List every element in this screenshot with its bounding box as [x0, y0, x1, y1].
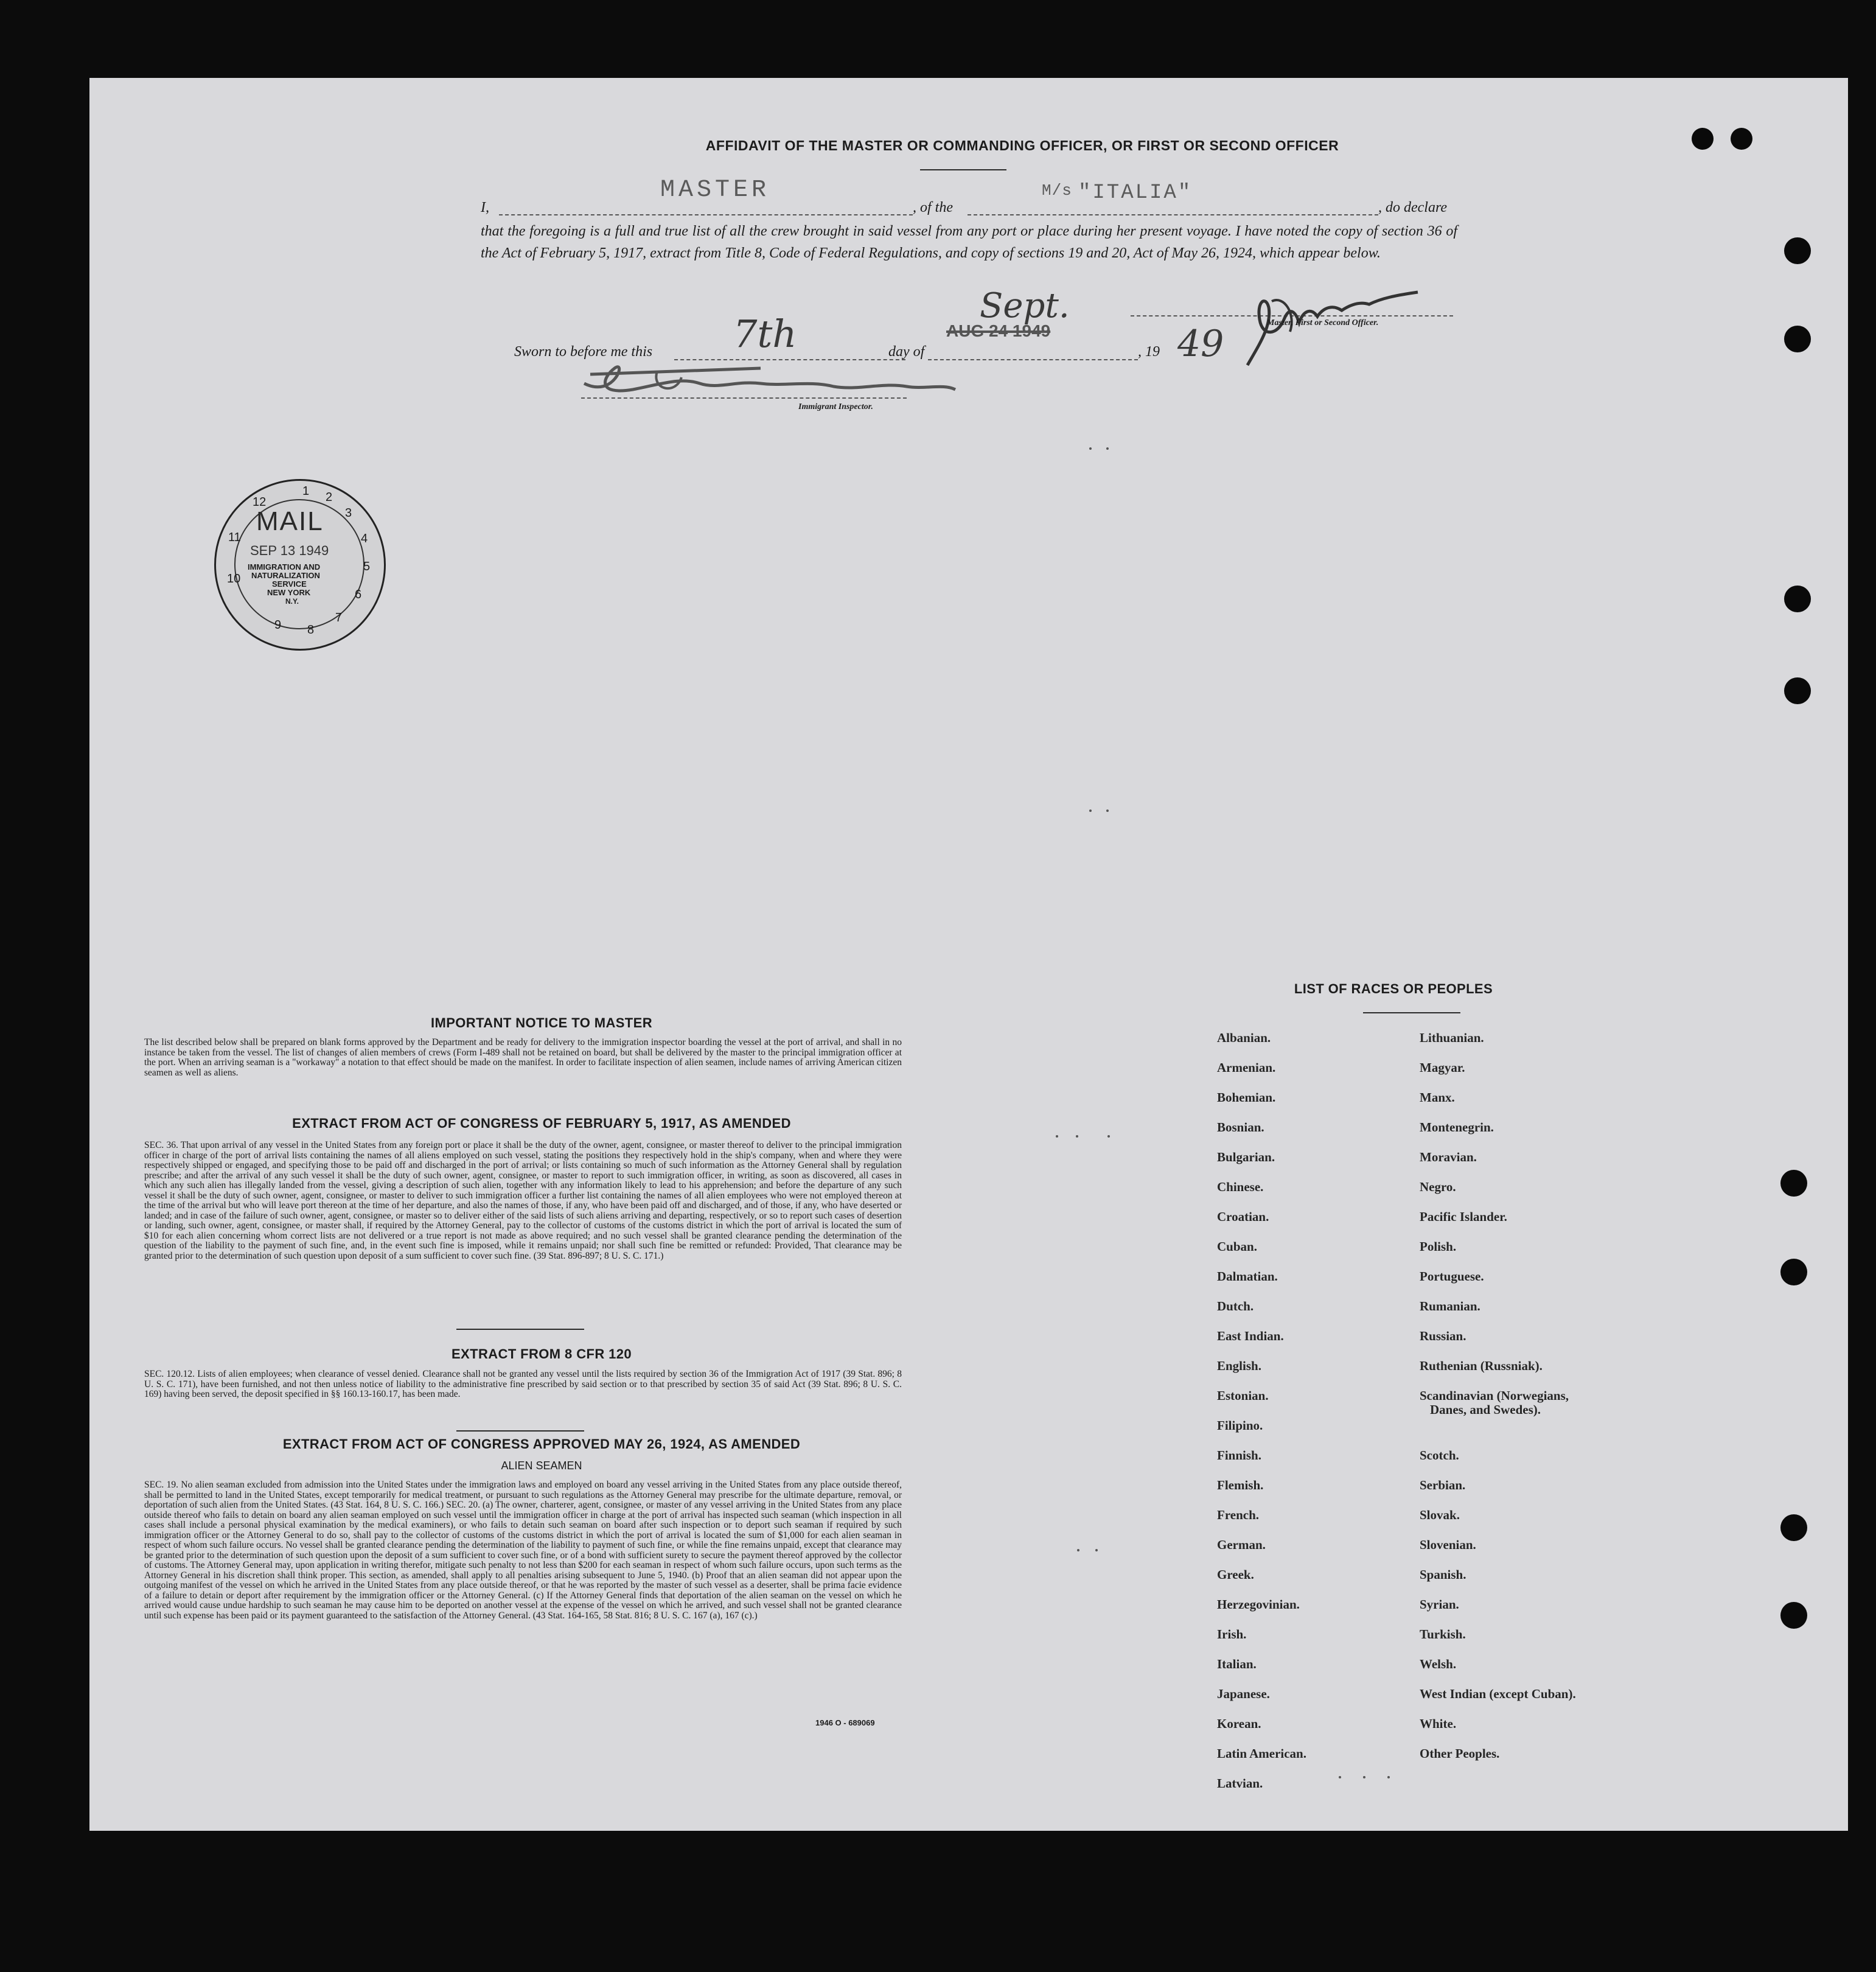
- race-left: Finnish.: [1217, 1448, 1261, 1463]
- stamp-digit: 10: [227, 572, 241, 586]
- race-left: Korean.: [1217, 1716, 1261, 1731]
- race-right: Russian.: [1420, 1329, 1466, 1343]
- stamp-digit: 4: [361, 532, 368, 545]
- race-left: Dalmatian.: [1217, 1269, 1278, 1284]
- stamp-digit: 11: [228, 531, 241, 544]
- race-left: English.: [1217, 1358, 1261, 1373]
- vessel-name: "ITALIA": [1078, 181, 1193, 205]
- scan-speck: [1106, 809, 1109, 812]
- scan-speck: [1089, 809, 1092, 812]
- race-left: Bulgarian.: [1217, 1150, 1275, 1164]
- scan-speck: [1089, 447, 1092, 450]
- sworn-day: 7th: [733, 312, 797, 356]
- race-left: Italian.: [1217, 1657, 1257, 1671]
- scan-speck: [1076, 1135, 1078, 1138]
- notice-title: IMPORTANT NOTICE TO MASTER: [430, 1015, 653, 1030]
- vessel-blank: [968, 214, 1378, 215]
- extract1-title: EXTRACT FROM ACT OF CONGRESS OF FEBRUARY 5, 1917, AS AMENDED: [292, 1116, 791, 1131]
- stamp-digit: 8: [307, 623, 315, 637]
- day-of-label: day of: [888, 344, 925, 360]
- sworn-year: 49: [1177, 323, 1224, 365]
- scan-speck: [1339, 1776, 1341, 1778]
- mail-stamp: [214, 479, 386, 651]
- affidavit-body: that the foregoing is a full and true list of all the crew brought in said vessel from any port or place during her present voyage. I have noted the copy of section 36 of the Act of February 5, 1917, extract from Title 8, Code of Federal Regulations, and copy of sections 19 and 20, Act of May 26, 1924, which appear below.: [481, 223, 1457, 261]
- year-prefix: , 19: [1138, 344, 1160, 360]
- struck-date: AUG 24 1949: [946, 321, 1051, 340]
- punch-hole: [1784, 326, 1811, 352]
- punch-hole: [1780, 1514, 1807, 1541]
- punch-hole: [1692, 128, 1714, 150]
- race-left: Filipino.: [1217, 1418, 1263, 1433]
- race-left: Croatian.: [1217, 1209, 1269, 1224]
- race-right: Syrian.: [1420, 1597, 1459, 1612]
- punch-hole: [1780, 1602, 1807, 1629]
- race-right: Rumanian.: [1420, 1299, 1480, 1313]
- stamp-digit: 1: [302, 484, 310, 498]
- sworn-label: Sworn to before me this: [514, 344, 653, 360]
- race-left: Latvian.: [1217, 1776, 1263, 1791]
- extract2-body: SEC. 120.12. Lists of alien employees; when clearance of vessel denied. Clearance shall not be granted any vessel until the lists required by section 36 of the Immigration Act of 1917 (39 Stat. 896; 8 U. S. C. 171), have been furnished, and not then unless notice of liability to the administrative fine prescribed by said section or to that prescribed by section 35 of said Act (39 Stat. 896; 8 U. S. C. 169) having been served, the deposit specified in §§ 160.13-160.17, has been made.: [144, 1369, 902, 1399]
- race-left: Japanese.: [1217, 1687, 1270, 1701]
- vessel-prefix: M/s: [1042, 181, 1072, 200]
- race-left: Flemish.: [1217, 1478, 1264, 1492]
- race-right: Danes, and Swedes).: [1430, 1402, 1541, 1417]
- race-right: West Indian (except Cuban).: [1420, 1687, 1576, 1701]
- stamp-digit: 12: [253, 495, 267, 509]
- stamp-digit: 6: [355, 588, 362, 601]
- race-left: Bosnian.: [1217, 1120, 1264, 1135]
- stamp-line4: NEW YORK: [267, 588, 311, 597]
- race-right: Scandinavian (Norwegians,: [1420, 1388, 1569, 1403]
- race-left: Irish.: [1217, 1627, 1247, 1642]
- race-left: Latin American.: [1217, 1746, 1306, 1761]
- race-left: Chinese.: [1217, 1180, 1264, 1194]
- stamp-digit: 7: [335, 611, 343, 624]
- punch-hole: [1731, 128, 1752, 150]
- stamp-digit: 5: [363, 560, 371, 573]
- punch-hole: [1784, 677, 1811, 704]
- stamp-digit: 3: [345, 506, 352, 520]
- stamp-digit: 2: [326, 491, 333, 504]
- race-right: White.: [1420, 1716, 1457, 1731]
- race-left: Dutch.: [1217, 1299, 1254, 1313]
- heading-underline: [920, 169, 1006, 170]
- declarant-prefix: I,: [481, 200, 489, 215]
- scan-speck: [1363, 1776, 1365, 1778]
- race-right: Montenegrin.: [1420, 1120, 1494, 1135]
- inspector-caption: Immigrant Inspector.: [798, 402, 873, 411]
- punch-hole: [1780, 1170, 1807, 1197]
- race-right: Slovak.: [1420, 1508, 1460, 1522]
- affidavit-heading: AFFIDAVIT OF THE MASTER OR COMMANDING OFFICER, OR FIRST OR SECOND OFFICER: [705, 138, 1339, 153]
- race-right: Manx.: [1420, 1090, 1455, 1105]
- stamp-word: MAIL: [256, 506, 324, 536]
- race-left: Herzegovinian.: [1217, 1597, 1300, 1612]
- scan-speck: [1106, 447, 1109, 450]
- race-right: Moravian.: [1420, 1150, 1477, 1164]
- race-right: Lithuanian.: [1420, 1030, 1484, 1045]
- scan-speck: [1077, 1549, 1079, 1551]
- scan-speck: [1387, 1776, 1390, 1778]
- declarant-blank: [499, 214, 913, 215]
- punch-hole: [1780, 1259, 1807, 1285]
- extract2-title: EXTRACT FROM 8 CFR 120: [451, 1346, 632, 1362]
- races-underline: [1363, 1012, 1460, 1013]
- stamp-line1: IMMIGRATION AND: [248, 562, 321, 572]
- scan-speck: [1095, 1549, 1098, 1551]
- race-right: Magyar.: [1420, 1060, 1465, 1075]
- scan-speck: [1056, 1135, 1058, 1138]
- stamp-line2: NATURALIZATION: [251, 571, 320, 580]
- race-left: East Indian.: [1217, 1329, 1284, 1343]
- race-left: Estonian.: [1217, 1388, 1269, 1403]
- extract3-body: SEC. 19. No alien seaman excluded from admission into the United States under the immigration laws and employed on board any vessel arriving in the United States from any place outside thereof, shall be permitted to land in the United States, except temporarily for medical treatment, or pursuant to such regulations as the Attorney General may prescribe for the ultimate departure, removal, or deportation of such alien from the United States. (43 Stat. 164, 8 U. S. C. 166.) SEC. 20. (a) The owner, charterer, agent, consignee, or master of any vessel arriving in the United States from any place outside thereof who fails to detain on board any alien seaman employed on such vessel until the immigration officer in charge at the port of arrival has inspected such seaman (which inspection in all cases shall include a personal physical examination by the medical examiners), or who fails to detain such seaman on board after such inspection or to deport such seaman if required by such immigration officer or the Attorney General to do so, shall pay to the collector of customs of the customs district in which the port of arrival is located the sum of $1,000 for each alien seaman in respect of whom such failure occurs. No vessel shall be granted clearance pending the determination of the liability to payment of such fine, or while the fine remains unpaid, except that clearance may be granted prior to the determination of such question upon the deposit of a sum sufficient to cover such fine, or of a bond with sufficient surety to secure the payment thereof approved by the collector of customs. The Attorney General may, upon application in writing therefor, mitigate such penalty to not less than $200 for each seaman in respect of whom such failure occurs, upon such terms as the Attorney General in his discretion shall think proper. This section, as amended, shall apply to all penalties arising subsequent to June 5, 1940. (b) Proof that an alien seaman did not appear upon the outgoing manifest of the vessel on which he arrived in the United States from any place outside thereof, or that he was reported by the master of such vessel as a deserter, shall be prima facie evidence of a failure to detain or deport after requirement by the immigration officer or the Attorney General. (c) If the Attorney General finds that deportation of the alien seaman on the vessel on which he arrived would cause undue hardship to such seaman he may cause him to be deported on another vessel at the expense of the vessel on which he arrived, and such vessel shall not be granted clearance until such expense has been paid or its payment guaranteed to the satisfaction of the Attorney General. (43 Stat. 164-165, 58 Stat. 816; 8 U. S. C. 167 (a), 167 (c).): [144, 1480, 902, 1621]
- race-left: German.: [1217, 1537, 1266, 1552]
- punch-hole: [1784, 237, 1811, 264]
- race-right: Negro.: [1420, 1180, 1456, 1194]
- extract3-title: EXTRACT FROM ACT OF CONGRESS APPROVED MAY 26, 1924, AS AMENDED: [282, 1436, 801, 1452]
- section-divider: [456, 1430, 584, 1432]
- race-left: Bohemian.: [1217, 1090, 1276, 1105]
- race-right: Welsh.: [1420, 1657, 1457, 1671]
- race-right: Ruthenian (Russniak).: [1420, 1358, 1543, 1373]
- race-right: Pacific Islander.: [1420, 1209, 1507, 1224]
- notice-body: The list described below shall be prepared on blank forms approved by the Department and be ready for delivery to the immigration inspector boarding the vessel at the port of arrival, and shall in no instance be taken from the vessel. The list of changes of alien members of crews (Form I-489 shall not be retained on board, but shall be delivered by the master to the principal immigration officer at the port. When an arriving seaman is a "workaway" a notation to that effect should be made on the manifest. In order to facilitate inspection of alien seamen, include names of arriving American citizen seamen as well as aliens.: [144, 1037, 902, 1078]
- inspector-signature: [578, 353, 980, 408]
- section-divider: [456, 1329, 584, 1330]
- race-right: Polish.: [1420, 1239, 1457, 1254]
- race-left: French.: [1217, 1508, 1260, 1522]
- stamp-line5: N.Y.: [285, 597, 299, 606]
- sworn-month: Sept.: [980, 286, 1070, 326]
- stamp-date: SEP 13 1949: [250, 543, 329, 558]
- race-right: Serbian.: [1420, 1478, 1466, 1492]
- race-right: Turkish.: [1420, 1627, 1466, 1642]
- extract1-body: SEC. 36. That upon arrival of any vessel in the United States from any foreign port or place it shall be the duty of the owner, agent, consignee, or master thereof to deliver to the principal immigration officer in charge of the port of arrival lists containing the names of all aliens employed on such vessel, stating the positions they respectively hold in the ship's company, when and where they were respectively shipped or engaged, and specifying those to be paid off and discharged in the port of arrival; or lists containing so much of such information as the Attorney General shall by regulation prescribe; and after the arrival of any such vessel it shall be the duty of such owner, agent, consignee, or master to report to such immigration officer, in writing, as soon as discovered, all cases in which any such alien has illegally landed from the vessel, giving a description of such alien, together with any information likely to lead to his apprehension; and before the departure of any such vessel it shall be the duty of such owner, agent, consignee, or master to deliver to such immigration officer a further list containing the names of all alien employees who were not employed thereon at the time of the arrival but who will leave port thereon at the time of her departure, and also the names of those, if any, who have been paid off and discharged, and of those, if any, who have deserted or landed; and in case of the failure of such owner, agent, consignee, or master so to deliver either of the said lists of such aliens arriving and departing, respectively, or so to report such cases of desertion or landing, such owner, agent, consignee, or master shall, if required by the Attorney General, pay to the collector of customs of the customs district in which the port of arrival is located the sum of $10 for each alien concerning whom correct lists are not delivered or a true report is not made as above required; and no such vessel shall be granted clearance pending the determination of the question of the liability to the payment of such fine, and, in the event such fine is imposed, while it remains unpaid; nor shall such fine be remitted or refunded: Provided, That clearance may be granted prior to the determination of such question upon deposit of a sum sufficient to cover such fine. (39 Stat. 896-897; 8 U. S. C. 171.): [144, 1140, 902, 1261]
- race-left: Cuban.: [1217, 1239, 1257, 1254]
- officer-caption: Master, First or Second Officer.: [1267, 318, 1379, 327]
- race-left: Armenian.: [1217, 1060, 1276, 1075]
- stamp-digit: 9: [274, 618, 282, 632]
- extract3-subtitle: ALIEN SEAMEN: [501, 1460, 582, 1472]
- races-title: LIST OF RACES OR PEOPLES: [1294, 981, 1493, 996]
- race-right: Spanish.: [1420, 1567, 1466, 1582]
- scan-speck: [1107, 1135, 1110, 1138]
- of-the-label: , of the: [913, 200, 953, 215]
- race-left: Greek.: [1217, 1567, 1254, 1582]
- stamp-line3: SERVICE: [272, 579, 307, 589]
- race-right: Portuguese.: [1420, 1269, 1484, 1284]
- print-code: 1946 O - 689069: [815, 1718, 875, 1727]
- race-left: Albanian.: [1217, 1030, 1271, 1045]
- declarant-name: MASTER: [660, 177, 770, 204]
- punch-hole: [1784, 586, 1811, 612]
- race-right: Other Peoples.: [1420, 1746, 1500, 1761]
- race-right: Slovenian.: [1420, 1537, 1476, 1552]
- do-declare-label: , do declare: [1378, 200, 1448, 215]
- race-right: Scotch.: [1420, 1448, 1459, 1463]
